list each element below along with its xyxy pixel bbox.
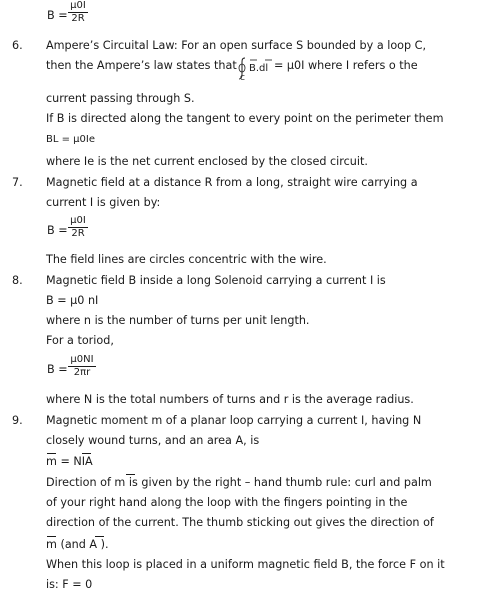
- s8-eq-denominator: 2πr: [73, 367, 91, 378]
- s8-eq-lhs: B =: [47, 363, 68, 376]
- contour-subscript: C: [240, 74, 245, 82]
- s7-eq-numerator: μ0I: [70, 215, 86, 226]
- top-eq-numerator: μ0I: [70, 0, 86, 11]
- s7-line-2: current I is given by:: [46, 196, 161, 209]
- s6-line-3: current passing through S.: [46, 92, 195, 105]
- s9-line-4: Direction of m is given by the right – hand thumb rule: curl and palm: [46, 476, 432, 489]
- s9-line-5: of your right hand along the loop with the fingers pointing in the: [46, 496, 408, 509]
- top-eq-lhs: B =: [47, 9, 68, 22]
- s9-line-8: When this loop is placed in a uniform magnetic field B, the force F on it: [46, 558, 445, 571]
- s8-line-2: B = μ0 nI: [46, 294, 99, 307]
- item-number-9: 9.: [12, 414, 23, 427]
- s7-eq-fraction: [68, 215, 88, 240]
- s8-line-1: Magnetic field B inside a long Solenoid carrying a current I is: [46, 274, 386, 287]
- s7-line-3: The field lines are circles concentric with the wire.: [46, 253, 327, 266]
- s9-line-6: direction of the current. The thumb sticking out gives the direction of: [46, 516, 434, 529]
- m-vector-arrow-1: [47, 453, 56, 454]
- s7-eq-lhs: B =: [47, 224, 68, 237]
- s7-eq-denominator: 2R: [71, 228, 85, 239]
- m-vector-arrow-2: [126, 474, 135, 475]
- s6-line-2b: = μ0I where I refers o the: [274, 59, 418, 72]
- top-eq-fraction: [68, 0, 88, 25]
- a-vector-arrow-1: [82, 453, 91, 454]
- s7-line-1: Magnetic field at a distance R from a long, straight wire carrying a: [46, 176, 418, 189]
- a-vector-arrow-2: [95, 536, 104, 537]
- s6-line-1: Ampere’s Circuital Law: For an open surface S bounded by a loop C,: [46, 39, 427, 52]
- s8-line-3: where n is the number of turns per unit length.: [46, 314, 310, 327]
- s8-line-5: where N is the total numbers of turns and r is the average radius.: [46, 393, 414, 406]
- item-number-7: 7.: [12, 176, 23, 189]
- s8-line-4: For a toriod,: [46, 334, 114, 347]
- s9-line-7: m (and A ).: [46, 538, 109, 551]
- s8-eq-numerator: μ0NI: [70, 354, 94, 365]
- s8-eq-fraction: [68, 354, 96, 379]
- s9-line-3: m = NIA: [46, 455, 93, 468]
- s9-line-2: closely wound turns, and an area A, is: [46, 434, 260, 447]
- svg-text:B.dl: B.dl: [249, 63, 269, 74]
- s9-line-9: is: F = 0: [46, 578, 93, 591]
- s6-line-5: BL = μ0Ie: [46, 134, 95, 145]
- s6-line-4: If B is directed along the tangent to every point on the perimeter them: [46, 112, 444, 125]
- item-number-8: 8.: [12, 274, 23, 287]
- item-number-6: 6.: [12, 39, 23, 52]
- s6-line-2a: then the Ampere’s law states that: [46, 59, 237, 72]
- top-eq-denominator: 2R: [71, 13, 85, 24]
- m-vector-arrow-3: [47, 536, 56, 537]
- s6-line-6: where Ie is the net current enclosed by the closed circuit.: [46, 155, 368, 168]
- s9-line-1: Magnetic moment m of a planar loop carrying a current I, having N: [46, 414, 422, 427]
